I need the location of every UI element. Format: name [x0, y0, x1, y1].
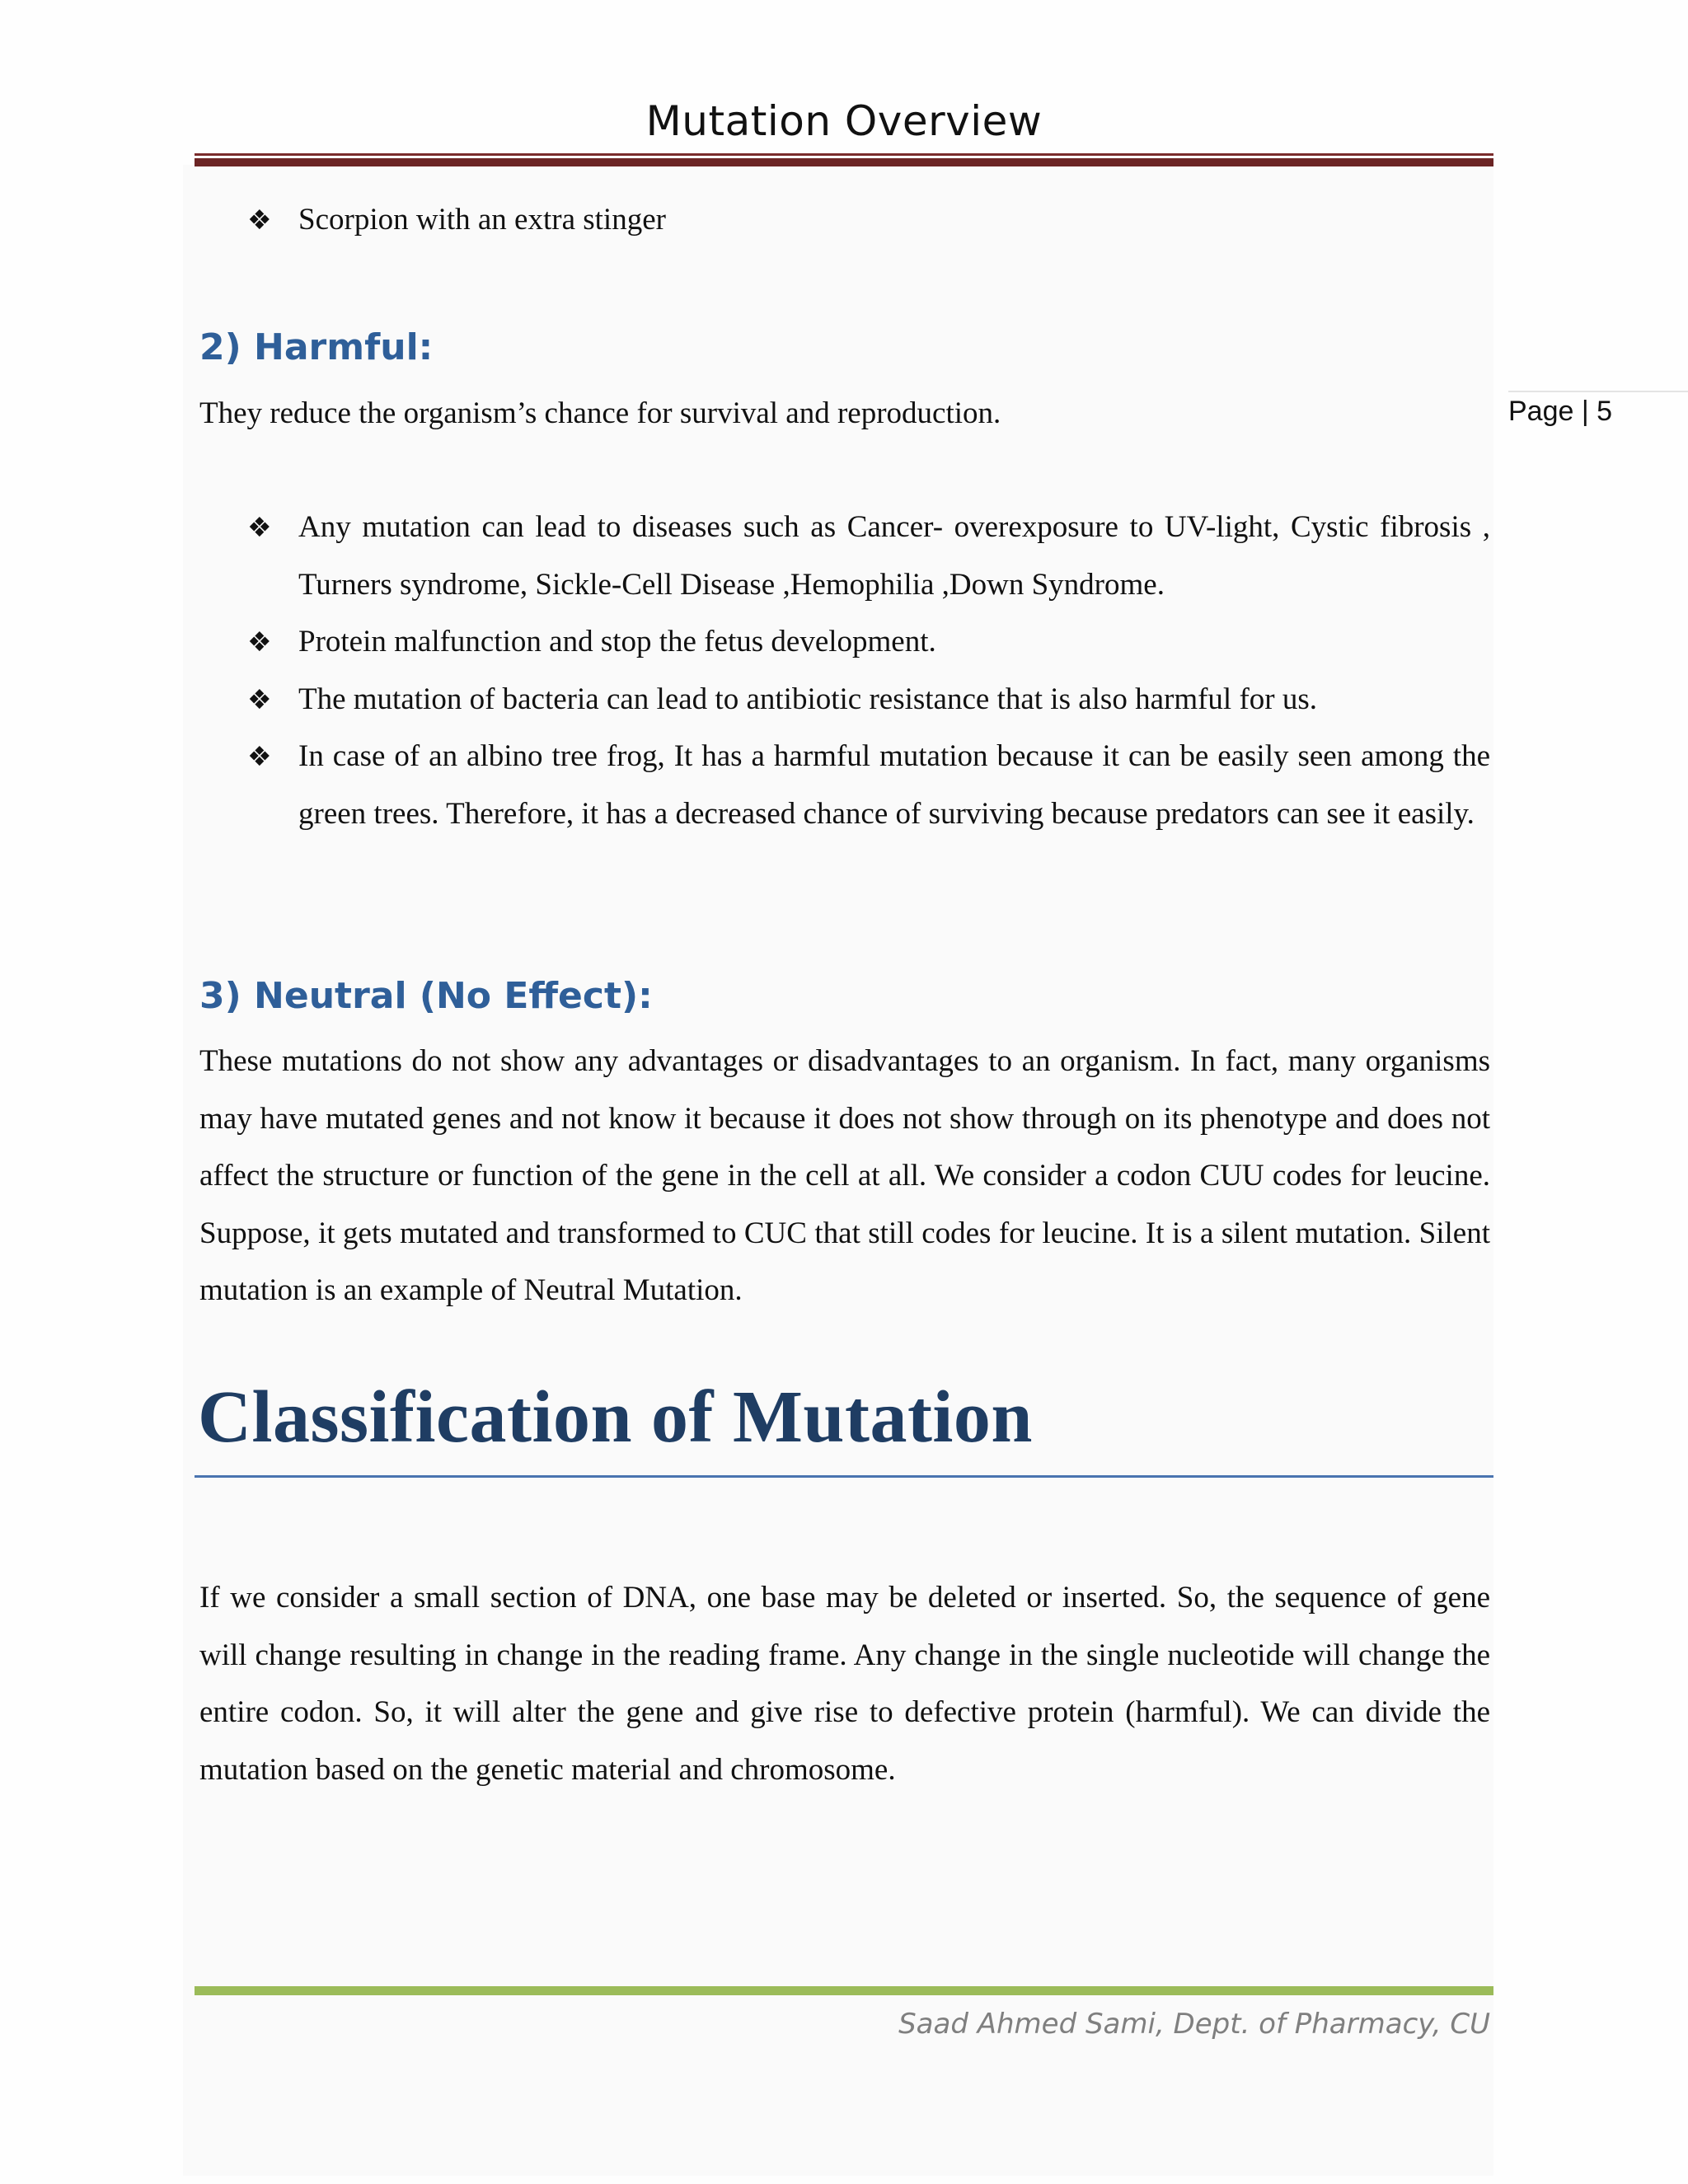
page-number-divider: [1508, 391, 1688, 392]
classification-description: If we consider a small section of DNA, one base may be deleted or inserted. So, the sequence of gene will change resulting in change in the reading frame. Any change in the single nucleotide will change the entire codon. So, it will alter the gene and give rise to defective protein (harmful). We can divide the mutation based on the genetic material and chromosome.: [199, 1581, 1490, 1787]
diamond-bullet-icon: ❖: [247, 204, 272, 236]
neutral-description: These mutations do not show any advantages or disadvantages to an organism. In fact, many organisms may have mutated genes and not know it because it does not show through on its phenotype and does not affect the structure or function of the gene in the cell at all. We consider a codon CUU codes for leucine. Suppose, it gets mutated and transformed to CUC that still codes for leucine. It is a silent mutation. Silent mutation is an example of Neutral Mutation.: [199, 1044, 1490, 1307]
intro-bullet-list: [199, 191, 1490, 249]
bullet-text: Protein malfunction and stop the fetus development.: [298, 625, 936, 658]
list-item: [199, 728, 1490, 842]
diamond-bullet-icon: ❖: [247, 511, 272, 543]
classification-heading: Classification of Mutation: [198, 1376, 1033, 1458]
harmful-description: They reduce the organism’s chance for survival and reproduction.: [199, 396, 1001, 430]
bullet-text: In case of an albino tree frog, It has a harmful mutation because it can be easily seen among the green trees. Therefore, it has a decreased chance of surviving because predators can see it easily.: [298, 739, 1490, 831]
diamond-bullet-icon: ❖: [247, 740, 272, 772]
list-item: [199, 499, 1490, 613]
header-rule-thick: [195, 158, 1493, 166]
diamond-bullet-icon: ❖: [247, 682, 272, 715]
diamond-bullet-icon: ❖: [247, 626, 272, 658]
neutral-heading: 3) Neutral (No Effect):: [199, 975, 653, 1017]
bullet-text: The mutation of bacteria can lead to antibiotic resistance that is also harmful for us.: [298, 682, 1317, 716]
bullet-text: Any mutation can lead to diseases such as Cancer- overexposure to UV-light, Cystic fibrosis , Turners syndrome, Sickle-Cell Disease ,Hemophilia ,Down Syndrome.: [298, 510, 1490, 602]
header-rule-thin: [195, 153, 1493, 156]
list-item: [199, 191, 1490, 249]
bullet-text: Scorpion with an extra stinger: [298, 203, 666, 237]
harmful-heading: 2) Harmful:: [199, 326, 434, 368]
page-number: Page | 5: [1508, 396, 1613, 427]
classification-heading-rule: [195, 1475, 1493, 1478]
footer-author: Saad Ahmed Sami, Dept. of Pharmacy, CU: [898, 2008, 1490, 2041]
list-item: [199, 671, 1490, 729]
footer-rule: [195, 1986, 1493, 1995]
harmful-bullet-list: [199, 499, 1490, 842]
page-header-title: Mutation Overview: [645, 97, 1043, 145]
list-item: [199, 613, 1490, 671]
